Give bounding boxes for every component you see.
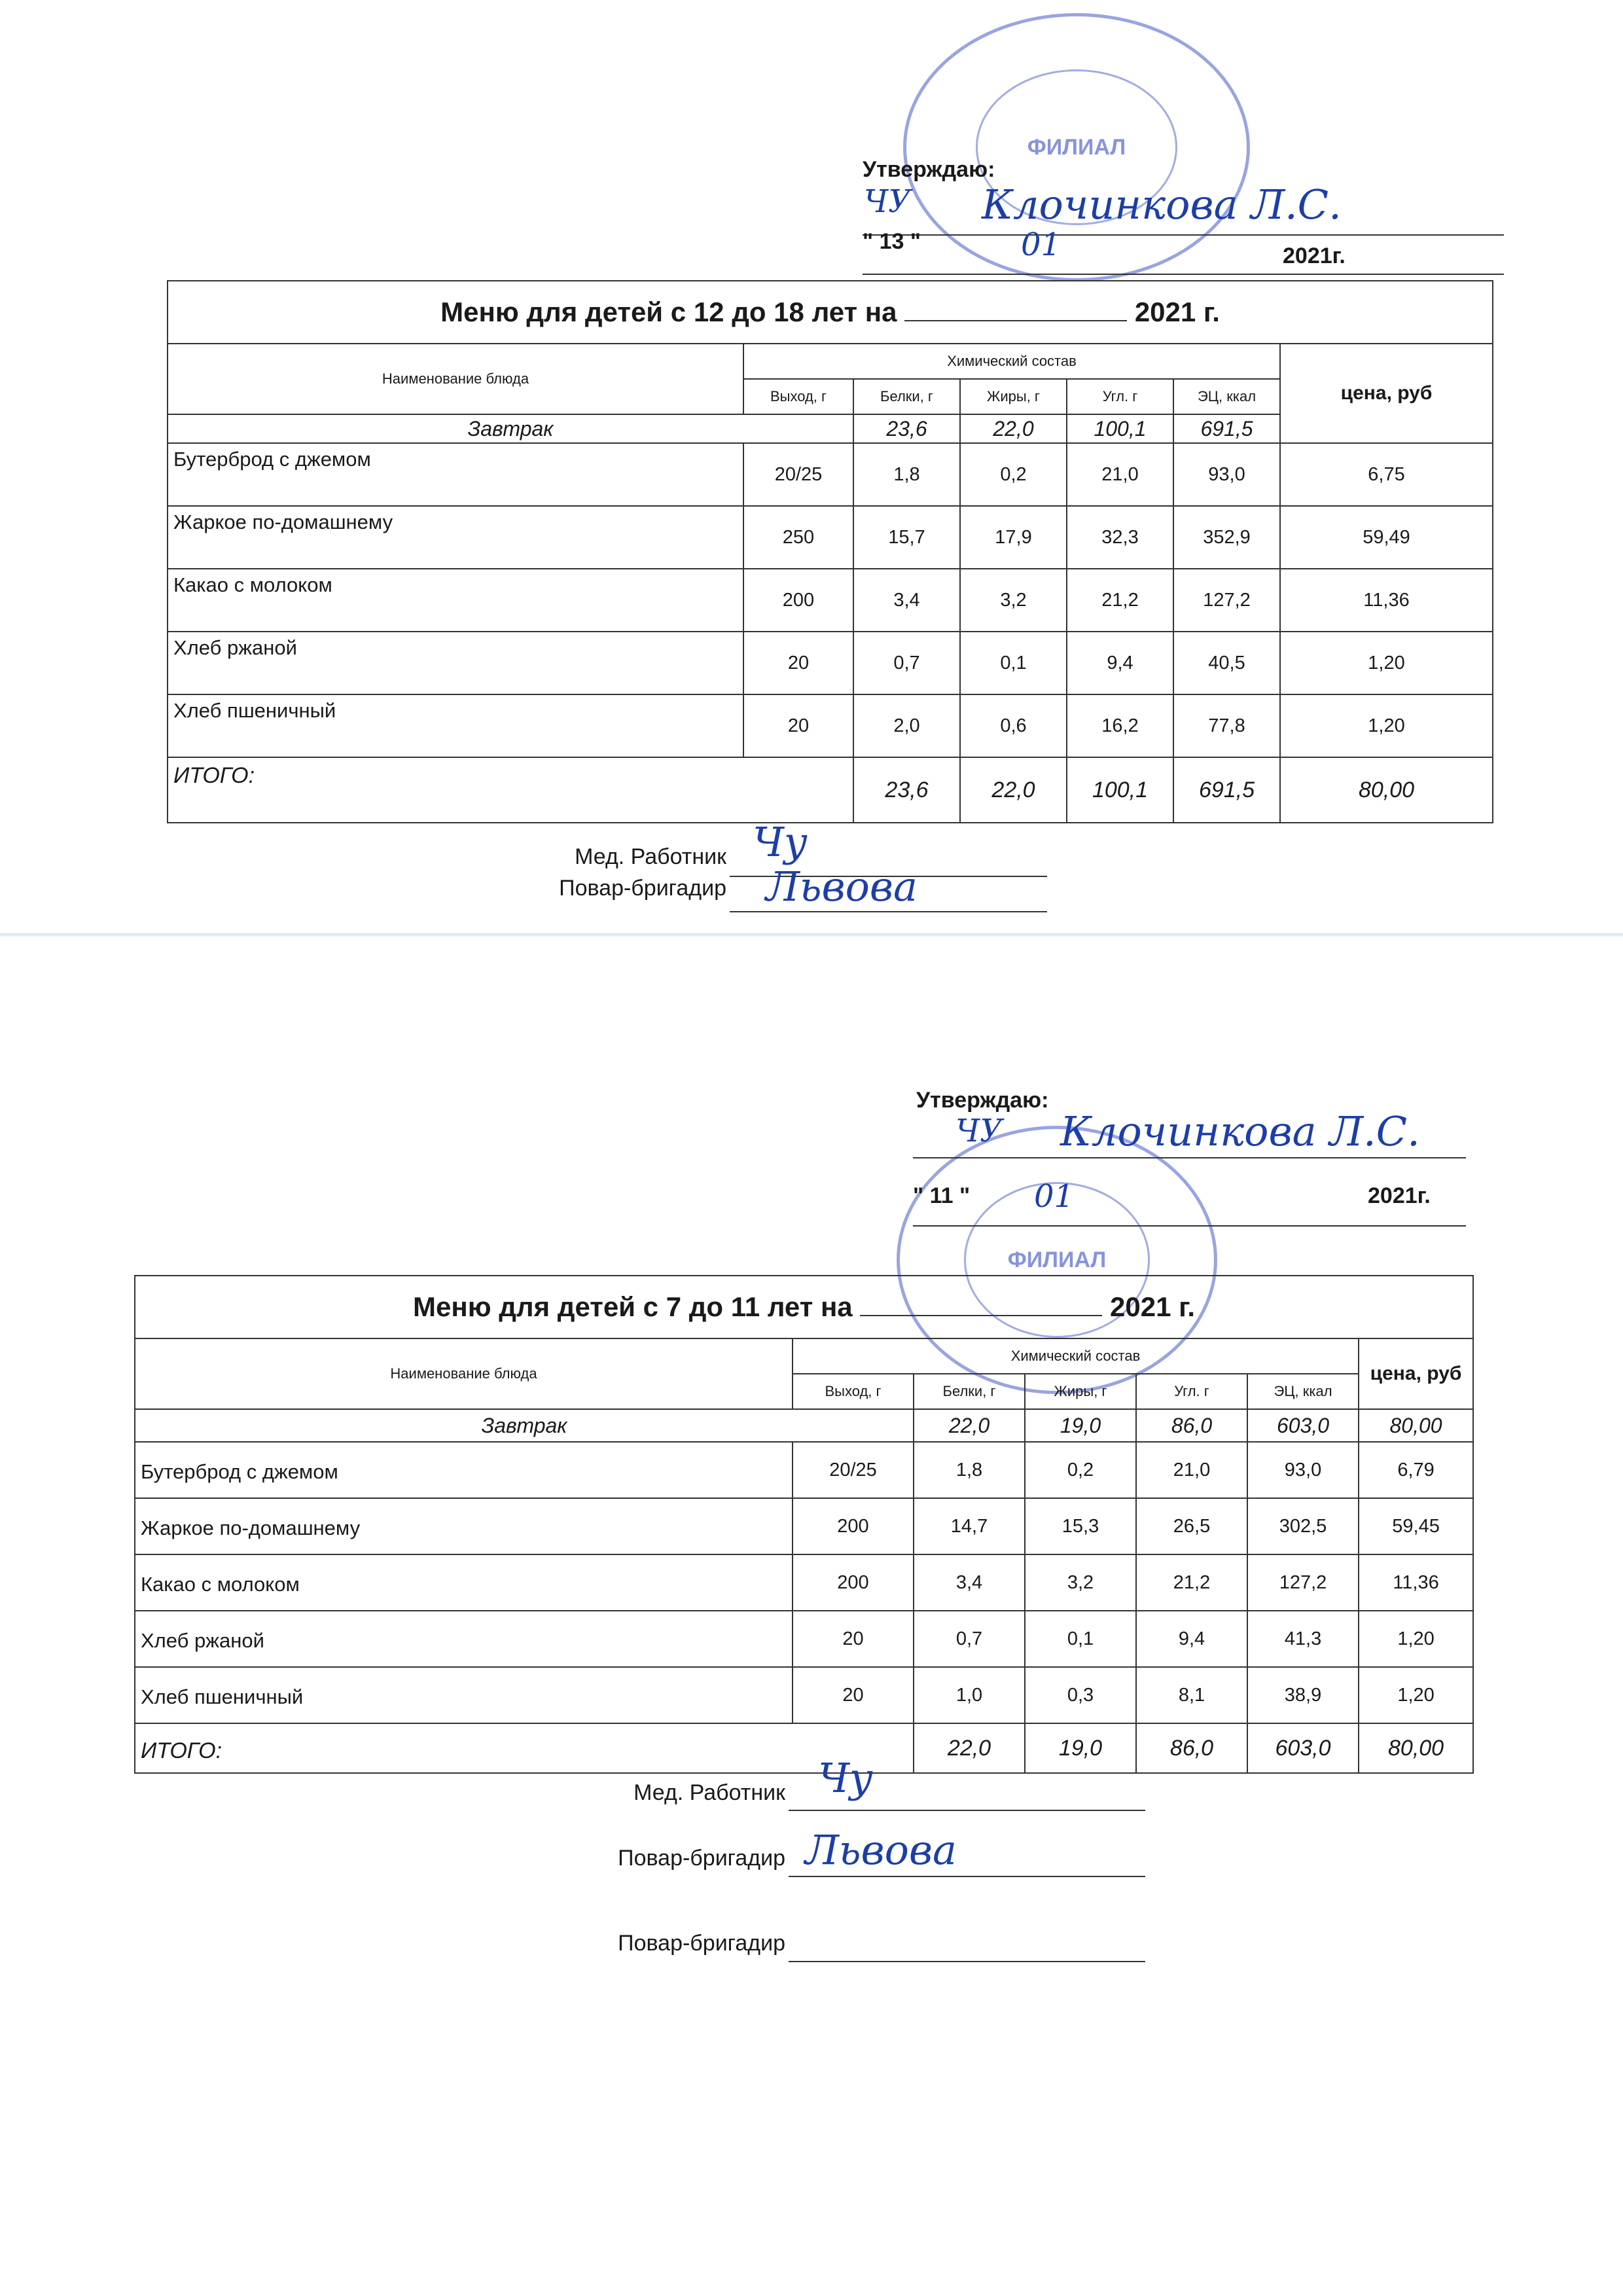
menu-title-2-blank [860, 1295, 1102, 1316]
dish-price: 1,20 [1359, 1611, 1473, 1667]
total-label-2: ИТОГО: [135, 1723, 914, 1773]
dish-yield: 20 [743, 694, 853, 757]
signer-signature-2a: Чу [818, 1754, 873, 1802]
menu-title-2-right: 2021 г. [1110, 1291, 1196, 1322]
stamp-1 [903, 13, 1250, 281]
year-2: 2021г. [1368, 1183, 1431, 1208]
approve-signature-1: Клочинкова Л.С. [982, 181, 1342, 228]
date-line-2 [913, 1225, 1466, 1227]
dish-price: 11,36 [1359, 1554, 1473, 1611]
dish-carbs: 9,4 [1136, 1611, 1247, 1667]
signer-label-2b: Повар-бригадир [618, 1846, 785, 1871]
dish-energy: 77,8 [1173, 694, 1280, 757]
dish-energy: 40,5 [1173, 632, 1280, 694]
total-fat-1: 22,0 [960, 757, 1067, 823]
signer-line-2a [789, 1810, 1145, 1811]
dish-carbs: 32,3 [1067, 506, 1173, 569]
dish-fat: 0,3 [1025, 1667, 1136, 1723]
approve-initials-2: ЧУ [955, 1113, 1003, 1149]
dish-fat: 3,2 [1025, 1554, 1136, 1611]
table-row [135, 1498, 1473, 1554]
table-row [135, 1554, 1473, 1611]
dish-name: Бутерброд с джемом [168, 443, 743, 506]
signer-label-1a: Мед. Работник [575, 844, 726, 869]
dish-carbs: 21,2 [1136, 1554, 1247, 1611]
dish-protein: 3,4 [914, 1554, 1025, 1611]
section-name-1: Завтрак [168, 414, 853, 443]
header-energy-1: ЭЦ, ккал [1173, 379, 1280, 414]
dish-yield: 200 [793, 1554, 914, 1611]
total-price-1: 80,00 [1280, 757, 1493, 823]
total-carbs-1: 100,1 [1067, 757, 1173, 823]
section-name-2: Завтрак [135, 1409, 914, 1442]
dish-name: Хлеб ржаной [135, 1611, 793, 1667]
dish-price: 11,36 [1280, 569, 1493, 632]
table-row [168, 506, 1493, 569]
dish-price: 59,45 [1359, 1498, 1473, 1554]
year-1: 2021г. [1283, 243, 1346, 268]
dish-protein: 1,8 [914, 1442, 1025, 1498]
dish-carbs: 21,0 [1136, 1442, 1247, 1498]
dish-protein: 1,8 [853, 443, 960, 506]
signer-label-2c: Повар-бригадир [618, 1931, 785, 1956]
stamp-1-inner: ФИЛИАЛ [976, 69, 1177, 225]
dish-energy: 302,5 [1247, 1498, 1359, 1554]
dish-name: Жаркое по-домашнему [168, 506, 743, 569]
dish-carbs: 16,2 [1067, 694, 1173, 757]
dish-yield: 250 [743, 506, 853, 569]
header-energy-2: ЭЦ, ккал [1247, 1374, 1359, 1409]
header-protein-1: Белки, г [853, 379, 960, 414]
dish-price: 1,20 [1359, 1667, 1473, 1723]
menu-title-1-right: 2021 г. [1134, 296, 1220, 327]
total-row-1 [168, 757, 1493, 823]
date-day-2: " 11 " [913, 1183, 971, 1208]
date-month-1: 01 [1021, 226, 1061, 263]
section-energy-2: 603,0 [1247, 1409, 1359, 1442]
dish-protein: 0,7 [853, 632, 960, 694]
approve-label-2: Утверждаю: [916, 1088, 1049, 1113]
dish-fat: 0,2 [960, 443, 1067, 506]
dish-yield: 20/25 [793, 1442, 914, 1498]
dish-yield: 20 [793, 1611, 914, 1667]
dish-carbs: 26,5 [1136, 1498, 1247, 1554]
dish-fat: 0,1 [1025, 1611, 1136, 1667]
dish-protein: 0,7 [914, 1611, 1025, 1667]
dish-protein: 1,0 [914, 1667, 1025, 1723]
menu-title-2-left: Меню для детей с 7 до 11 лет на [413, 1291, 853, 1322]
dish-name: Какао с молоком [135, 1554, 793, 1611]
table-row [135, 1611, 1473, 1667]
total-row-2 [135, 1723, 1473, 1773]
dish-name: Хлеб ржаной [168, 632, 743, 694]
header-price-1: цена, руб [1280, 344, 1493, 443]
approve-signature-2: Клочинкова Л.С. [1060, 1107, 1420, 1155]
page-fold [0, 933, 1623, 937]
dish-fat: 0,2 [1025, 1442, 1136, 1498]
menu-title-2 [135, 1276, 1473, 1338]
menu-table-2 [134, 1275, 1474, 1774]
approve-line-2 [913, 1157, 1466, 1158]
dish-price: 1,20 [1280, 694, 1493, 757]
section-protein-2: 22,0 [914, 1409, 1025, 1442]
total-protein-2: 22,0 [914, 1723, 1025, 1773]
signer-signature-2b: Львова [805, 1826, 957, 1874]
dish-yield: 200 [793, 1498, 914, 1554]
date-line-1 [863, 274, 1504, 275]
dish-energy: 38,9 [1247, 1667, 1359, 1723]
dish-energy: 41,3 [1247, 1611, 1359, 1667]
dish-carbs: 21,2 [1067, 569, 1173, 632]
table-row [168, 443, 1493, 506]
signer-signature-1b: Львова [766, 863, 918, 910]
section-protein-1: 23,6 [853, 414, 960, 443]
header-yield-2: Выход, г [793, 1374, 914, 1409]
total-carbs-2: 86,0 [1136, 1723, 1247, 1773]
table-row [168, 569, 1493, 632]
header-chem-1: Химический состав [743, 344, 1280, 379]
dish-name: Хлеб пшеничный [168, 694, 743, 757]
table-row [135, 1667, 1473, 1723]
menu-title-1-blank [904, 300, 1127, 321]
table-row [135, 1442, 1473, 1498]
header-carbs-1: Угл. г [1067, 379, 1173, 414]
dish-price: 1,20 [1280, 632, 1493, 694]
dish-energy: 127,2 [1247, 1554, 1359, 1611]
dish-price: 59,49 [1280, 506, 1493, 569]
header-dish-1: Наименование блюда [168, 344, 743, 414]
header-price-2: цена, руб [1359, 1338, 1473, 1409]
dish-carbs: 8,1 [1136, 1667, 1247, 1723]
menu-table-1 [167, 280, 1493, 823]
dish-protein: 15,7 [853, 506, 960, 569]
dish-fat: 17,9 [960, 506, 1067, 569]
date-day-1: " 13 " [863, 229, 921, 254]
dish-energy: 352,9 [1173, 506, 1280, 569]
dish-energy: 93,0 [1247, 1442, 1359, 1498]
dish-carbs: 9,4 [1067, 632, 1173, 694]
dish-energy: 93,0 [1173, 443, 1280, 506]
section-carbs-2: 86,0 [1136, 1409, 1247, 1442]
dish-name: Бутерброд с джемом [135, 1442, 793, 1498]
dish-carbs: 21,0 [1067, 443, 1173, 506]
dish-protein: 3,4 [853, 569, 960, 632]
header-yield-1: Выход, г [743, 379, 853, 414]
dish-fat: 0,1 [960, 632, 1067, 694]
section-fat-2: 19,0 [1025, 1409, 1136, 1442]
header-carbs-2: Угл. г [1136, 1374, 1247, 1409]
date-month-2: 01 [1034, 1178, 1075, 1215]
section-energy-1: 691,5 [1173, 414, 1280, 443]
total-energy-2: 603,0 [1247, 1723, 1359, 1773]
total-label-1: ИТОГО: [168, 757, 853, 823]
dish-yield: 200 [743, 569, 853, 632]
header-chem-2: Химический состав [793, 1338, 1359, 1374]
header-fat-2: Жиры, г [1025, 1374, 1136, 1409]
dish-fat: 0,6 [960, 694, 1067, 757]
table-row [168, 632, 1493, 694]
total-price-2: 80,00 [1359, 1723, 1473, 1773]
signer-signature-1a: Чу [753, 818, 808, 866]
dish-yield: 20 [793, 1667, 914, 1723]
total-fat-2: 19,0 [1025, 1723, 1136, 1773]
dish-yield: 20 [743, 632, 853, 694]
total-protein-1: 23,6 [853, 757, 960, 823]
signer-label-2a: Мед. Работник [633, 1780, 785, 1805]
signer-line-2c [789, 1961, 1145, 1962]
table-row [168, 694, 1493, 757]
header-fat-1: Жиры, г [960, 379, 1067, 414]
dish-fat: 3,2 [960, 569, 1067, 632]
approve-initials-1: ЧУ [864, 183, 911, 220]
dish-name: Жаркое по-домашнему [135, 1498, 793, 1554]
section-fat-1: 22,0 [960, 414, 1067, 443]
approve-label-1: Утверждаю: [863, 157, 995, 182]
approve-line-1 [863, 234, 1504, 236]
menu-title-1 [168, 281, 1493, 344]
dish-price: 6,75 [1280, 443, 1493, 506]
total-energy-1: 691,5 [1173, 757, 1280, 823]
signer-line-1b [730, 911, 1047, 912]
dish-protein: 14,7 [914, 1498, 1025, 1554]
header-protein-2: Белки, г [914, 1374, 1025, 1409]
section-price-2: 80,00 [1359, 1409, 1473, 1442]
dish-energy: 127,2 [1173, 569, 1280, 632]
signer-line-2b [789, 1876, 1145, 1877]
dish-price: 6,79 [1359, 1442, 1473, 1498]
dish-fat: 15,3 [1025, 1498, 1136, 1554]
dish-name: Какао с молоком [168, 569, 743, 632]
signer-label-1b: Повар-бригадир [559, 876, 726, 901]
menu-title-1-left: Меню для детей с 12 до 18 лет на [440, 296, 897, 327]
dish-protein: 2,0 [853, 694, 960, 757]
stamp-2-inner: ФИЛИАЛ [964, 1182, 1150, 1338]
section-carbs-1: 100,1 [1067, 414, 1173, 443]
header-dish-2: Наименование блюда [135, 1338, 793, 1409]
dish-name: Хлеб пшеничный [135, 1667, 793, 1723]
dish-yield: 20/25 [743, 443, 853, 506]
